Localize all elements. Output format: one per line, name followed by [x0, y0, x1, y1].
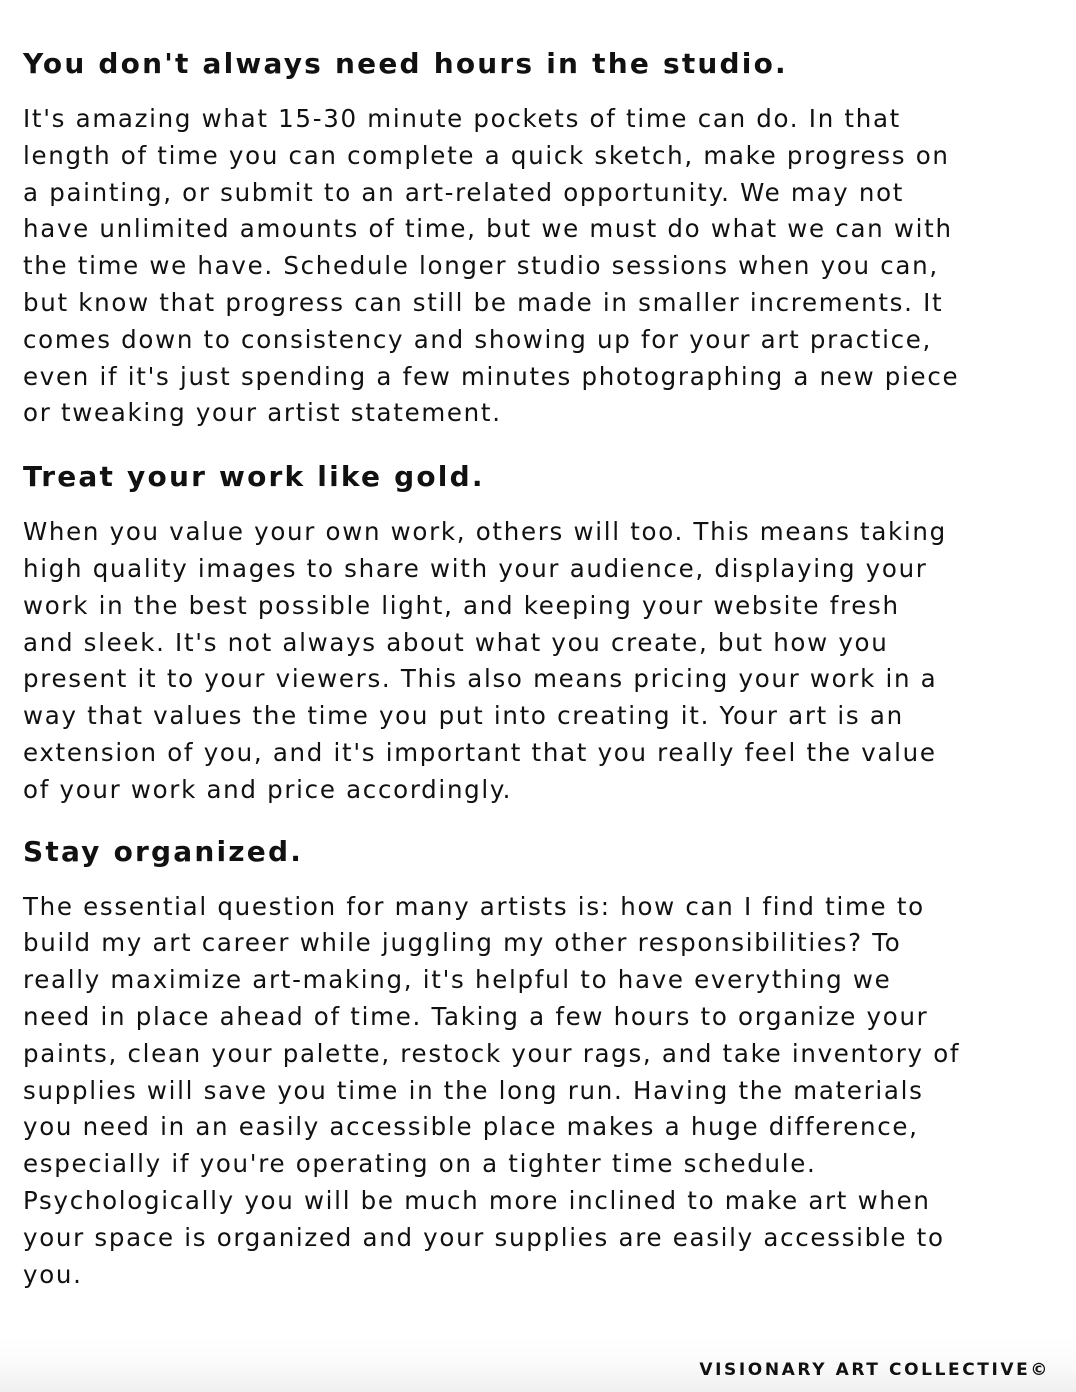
section-stay-organized [23, 832, 1036, 1294]
section-heading: You don't always need hours in the studio. [23, 47, 788, 80]
section-body: When you value your own work, others will too. This means taking high quality images to share with your audience, displaying your work in the best possible light, and keeping your website fresh and sleek. It's not always about what you create, but how you present it to your viewers. This also means pricing your work in a way that values the time you put into creating it. Your art is an extension of you, and it's important that you really feel the value of your work and price accordingly. [23, 517, 947, 804]
section-heading: Treat your work like gold. [23, 460, 485, 494]
section-treat-work [23, 457, 1036, 808]
brand-footer-text: VISIONARY ART COLLECTIVE© [699, 1360, 1050, 1380]
section-body: It's amazing what 15-30 minute pockets of time can do. In that length of time you can complete a quick sketch, make progress on a painting, or submit to an art-related opportunity. We may not have unlimited amounts of time, but we must do what we can with the time we have. Schedule longer studio sessions when you can, but know that progress can still be made in smaller increments. It comes down to consistency and showing up for your art practice, even if it's just spending a few minutes photographing a new piece or tweaking your artist statement. [23, 104, 960, 428]
section-heading: Stay organized. [23, 834, 304, 868]
page-footer [0, 1338, 1076, 1392]
section-body: The essential question for many artists is: how can I find time to build my art career while juggling my other responsibilities? To really maximize art-making, it's helpful to have everything we need in place ahead of time. Taking a few hours to organize your paints, clean your palette, restock your rags, and take inventory of supplies will save you time in the long run. Having the materials you need in an easily accessible place makes a huge difference, especially if you're operating on a tighter time schedule. Psychologically you will be much more inclined to make art when your space is organized and your supplies are easily accessible to you. [23, 891, 961, 1289]
section-studio-time [23, 44, 1036, 432]
